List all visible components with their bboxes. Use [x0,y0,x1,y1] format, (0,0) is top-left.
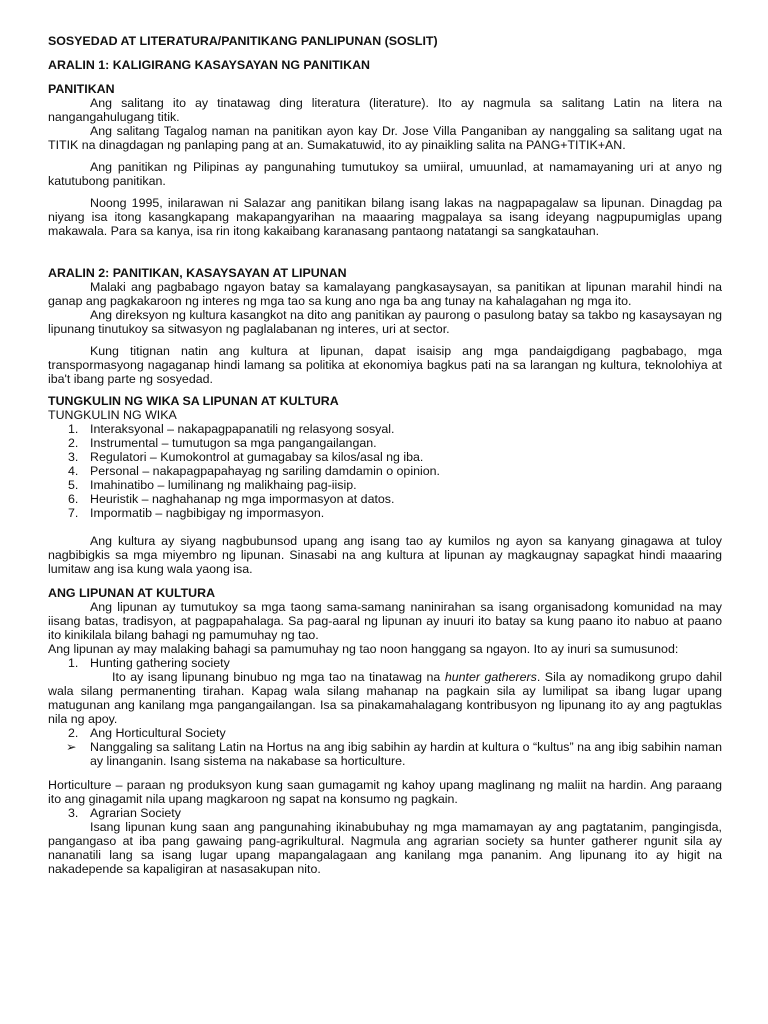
lipunan-heading: ANG LIPUNAN AT KULTURA [48,586,216,600]
tungkulin-heading: TUNGKULIN NG WIKA SA LIPUNAN AT KULTURA [48,394,339,408]
paragraph: Noong 1995, inilarawan ni Salazar ang panitikan bilang isang lakas na nagpapagalaw sa lipunan. Dinagdag pa niyang isa itong kasangkapang makapangyarihan na maaaring magpalaya sa isang ideyang nagpupumiglas upang makawala. Para sa kanya, isa rin itong kakaibang karanasang pantaong natatangi sa sangkatauhan. [48,196,722,238]
bullet-text: Nanggaling sa salitang Latin na Hortus na ang ibig sabihin ay hardin at kultura o “kultus” na ang ibig sabihin naman ay linanganin. Isang sistema na nakabase sa horticulture. [90,740,722,768]
list-item [48,726,722,740]
list-number: 5. [68,478,79,492]
list-item [48,450,722,464]
list-text: Impormatib – nagbibigay ng impormasyon. [90,506,325,520]
paragraph: Kung titignan natin ang kultura at lipunan, dapat isaisip ang mga pandaigdigang pagbabago, mga transpormasyong nagaganap hindi lamang sa politika at ekonomiya bagkus pati na sa larangan ng kultura, teknolohiya at iba't ibang parte ng sosyedad. [48,344,722,386]
aralin1-heading: ARALIN 1: KALIGIRANG KASAYSAYAN NG PANITIKAN [48,58,370,72]
list-text: Regulatori – Kumokontrol at gumagabay sa kilos/asal ng iba. [90,450,424,464]
list-number: 3. [68,806,79,820]
list-text: Heuristik – naghahanap ng mga impormasyon at datos. [90,492,395,506]
paragraph: Ang direksyon ng kultura kasangkot na dito ang panitikan ay paurong o pasulong batay sa takbo ng kasaysayan ng lipunang tinutukoy sa sitwasyon ng paglalabanan ng interes, uri at sector. [48,308,722,336]
lipunan-list [48,656,722,670]
list-item [48,436,722,450]
list-item [48,422,722,436]
tungkulin-subheading: TUNGKULIN NG WIKA [48,408,177,422]
list-item [48,656,722,670]
paragraph: Horticulture – paraan ng produksyon kung saan gumagamit ng kahoy upang maglinang ng maliit na hardin. Ang paraang ito ang ginagamit nila upang magkaroon ng sapat na konsumo ng pagkain. [48,778,722,806]
list-text: Personal – nakapagpapahayag ng sariling damdamin o opinion. [90,464,440,478]
list-item [48,478,722,492]
paragraph: Ang lipunan ay may malaking bahagi sa pamumuhay ng tao noon hanggang sa ngayon. Ito ay inuri sa sumusunod: [48,642,679,656]
list-title: Ang Horticultural Society [90,726,226,740]
paragraph: Ang salitang ito ay tinatawag ding literatura (literature). Ito ay nagmula sa salitang Latin na litera na nangangahulugang titik. [48,96,722,124]
tungkulin-list [48,422,722,520]
bullet-item [48,740,722,768]
paragraph [48,670,722,726]
list-text: Interaksyonal – nakapagpapanatili ng relasyong sosyal. [90,422,395,436]
panitikan-heading: PANITIKAN [48,82,115,96]
list-number: 6. [68,492,79,506]
lipunan-list-2 [48,726,722,740]
list-text: Imahinatibo – lumilinang ng malikhaing pag-iisip. [90,478,357,492]
paragraph: Isang lipunan kung saan ang pangunahing ikinabubuhay ng mga mamamayan ay ang pagtatanim, pangingisda, pangangaso at iba pang gawaing pang-agrikultural. Nagmula ang agrarian society sa hunter gatherer ngunit sila ay nananatili lang sa isang lugar upang mapangalagaan ang kanilang mga pananim. Ang lipunang ito ay higit na nakadepende sa kapaligiran at nasasakupan nito. [48,820,722,876]
text-run: . Sila ay nomadikong grupo dahil wala silang permanenting tirahan. Kapag wala silang mahanap na pagkain sila ay lumilipat sa ibang lugar upang matugunan ang kanilang mga pangangailangan. Isa sa pinakamahalagang kontribusyon ng lipunang ito ay ang pagtuklas nila ng apoy. [48,670,722,726]
document-title: SOSYEDAD AT LITERATURA/PANITIKANG PANLIPUNAN (SOSLIT) [48,34,438,48]
document-page [48,34,722,876]
list-number: 1. [68,656,79,670]
aralin2-heading: ARALIN 2: PANITIKAN, KASAYSAYAN AT LIPUNAN [48,266,347,280]
list-item [48,464,722,478]
list-number: 3. [68,450,79,464]
emphasis: hunter gatherers [444,670,537,684]
list-text: Instrumental – tumutugon sa mga pangangailangan. [90,436,377,450]
paragraph: Ang panitikan ng Pilipinas ay pangunahing tumutukoy sa umiiral, umuunlad, at namamayaning uri at anyo ng katutubong panitikan. [48,160,722,188]
paragraph: Ang kultura ay siyang nagbubunsod upang ang isang tao ay kumilos ng ayon sa kanyang ginagawa at tuloy nagbibigkis sa mga miyembro ng lipunan. Sinasabi na ang kultura at lipunan ay magkaugnay sapagkat hindi maaaring lumitaw ang isa kung wala yaong isa. [48,534,722,576]
list-item [48,506,722,520]
list-number: 1. [68,422,79,436]
paragraph: Ang lipunan ay tumutukoy sa mga taong sama-samang naninirahan sa isang organisadong komunidad na may iisang batas, tradisyon, at pagpapahalaga. Sa pag-aaral ng lipunan ay inuuri ito batay sa kung paano ito nabuo at paano ito kinikilala bilang bahagi ng pamumuhay ng tao. [48,600,722,642]
paragraph: Malaki ang pagbabago ngayon batay sa kamalayang pangkasaysayan, sa panitikan at lipunan marahil hindi na ganap ang pagkakaroon ng interes ng mga tao sa kung ano nga ba ang tunay na kahalagahan ng mga ito. [48,280,722,308]
text-run: Ito ay isang lipunang binubuo ng mga tao na tinatawag na [112,670,445,684]
list-number: 2. [68,436,79,450]
list-number: 2. [68,726,79,740]
lipunan-list-3 [48,806,722,820]
list-title: Hunting gathering society [90,656,230,670]
list-item [48,806,722,820]
paragraph: Ang salitang Tagalog naman na panitikan ayon kay Dr. Jose Villa Panganiban ay nanggaling sa salitang ugat na TITIK na dinagdagan ng panlaping pang at an. Sumakatuwid, ito ay pinaikling salita na PANG+TITIK+AN. [48,124,722,152]
arrow-bullet-icon: ➢ [66,740,77,754]
list-number: 4. [68,464,79,478]
list-item [48,492,722,506]
list-number: 7. [68,506,79,520]
list-title: Agrarian Society [90,806,181,820]
